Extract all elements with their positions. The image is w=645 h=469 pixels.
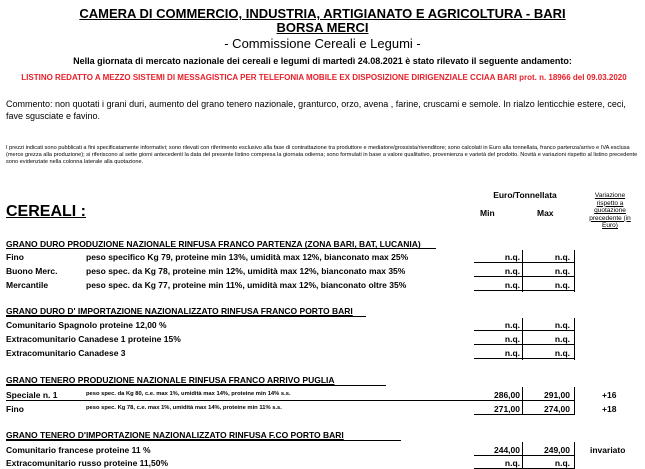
min-cell: 244,00: [494, 445, 520, 455]
max-header: Max: [537, 208, 554, 218]
max-cell: n.q.: [554, 252, 570, 262]
row-description: peso spec. da Kg 78, proteine min 12%, umidità max 12%, bianconato max 35%: [86, 266, 406, 276]
min-cell: n.q.: [504, 280, 520, 290]
cell-rule: [474, 276, 574, 277]
cell-rule: [474, 414, 574, 415]
row-label: Extracomunitario russo proteine 11,50%: [6, 458, 169, 468]
min-cell: n.q.: [504, 334, 520, 344]
row-description: peso specifico Kg 79, proteine min 13%, umidità max 12%, bianconato max 25%: [86, 252, 409, 262]
row-label: Fino: [6, 404, 24, 414]
comment-text: Commento: non quotati i grani duri, aumento del grano tenero nazionale, granturco, orzo, avena , farine, cruscami e semole. In rialzo lenticchie estere, ceci, fave sgusciate e favino.: [6, 99, 626, 121]
cell-rule: [474, 344, 574, 345]
cell-rule: [474, 455, 574, 456]
unit-header: Euro/Tonnellata: [493, 190, 557, 200]
max-cell: n.q.: [554, 266, 570, 276]
row-label: Extracomunitario Canadese 1 proteine 15%: [6, 334, 181, 344]
row-label: Comunitario francese proteine 11 %: [6, 445, 151, 455]
row-description: peso spec. Kg 78, c.e. max 1%, umidità max 14%, proteine min 11% s.s.: [86, 405, 282, 411]
col-divider: [574, 442, 575, 469]
max-cell: n.q.: [554, 334, 570, 344]
notice-text: LISTINO REDATTO A MEZZO SISTEMI DI MESSAGISTICA PER TELEFONIA MOBILE EX DISPOSIZIONE DIRIGENZIALE CCIAA BARI prot. n. 18966 del 09.03.2020: [21, 73, 627, 82]
min-cell: 271,00: [494, 404, 520, 414]
row-label: Speciale n. 1: [6, 390, 58, 400]
section-rule: [6, 385, 386, 386]
min-cell: n.q.: [504, 348, 520, 358]
row-label: Buono Merc.: [6, 266, 58, 276]
max-cell: n.q.: [554, 320, 570, 330]
row-label: Fino: [6, 252, 24, 262]
row-description: peso spec. da Kg 80, c.e. max 1%, umidità max 14%, proteine min 14% s.s.: [86, 391, 291, 397]
section-title: GRANO DURO D' IMPORTAZIONE NAZIONALIZZATO RINFUSA FRANCO PORTO BARI: [6, 306, 353, 316]
max-cell: n.q.: [554, 280, 570, 290]
section-rule: [6, 440, 401, 441]
cell-rule: [474, 330, 574, 331]
max-cell: 291,00: [544, 390, 570, 400]
variation-cell: +16: [602, 390, 617, 400]
col-divider: [522, 442, 523, 469]
borsa-merci-title: BORSA MERCI: [276, 20, 369, 35]
fine-print: I prezzi indicati sono pubblicati a fini specificatamente informativi; sono rilevati con riferimento esclusivo alla fase di contrattazione tra produttore e mediatore/grossista/rivenditore; sono calcolati in Euro alla tonnellata, franco partenza/arrivo e IVA esclusa (merce grezza alla produzione); si riferiscono al sette giorni antecedenti la data del presente listino compresa la giornata odierna; sono formulati in base a valore qualitativo, provenienza e varietà del prodotto. Novità e variazioni rispetto al listino precedente sono evidenziate nella colonna laterale alla quotazione.: [6, 145, 638, 165]
section-title: GRANO TENERO D'IMPORTAZIONE NAZIONALIZZATO RINFUSA F.CO PORTO BARI: [6, 430, 344, 440]
section-rule: [6, 248, 436, 249]
cell-rule: [6, 400, 574, 401]
min-cell: n.q.: [504, 266, 520, 276]
col-divider: [574, 387, 575, 415]
col-divider: [522, 318, 523, 360]
chamber-title: CAMERA DI COMMERCIO, INDUSTRIA, ARTIGIANATO E AGRICOLTURA - BARI: [79, 6, 566, 21]
row-label: Comunitario Spagnolo proteine 12,00 %: [6, 320, 167, 330]
min-cell: 286,00: [494, 390, 520, 400]
section-title: GRANO TENERO PRODUZIONE NAZIONALE RINFUSA FRANCO ARRIVO PUGLIA: [6, 375, 335, 385]
commission-title: - Commissione Cereali e Legumi -: [224, 36, 421, 51]
cell-rule: [474, 262, 574, 263]
variation-header: Variazione rispetto a quotazione precedente (in Euro): [589, 192, 631, 229]
max-cell: 249,00: [544, 445, 570, 455]
min-header: Min: [480, 208, 495, 218]
col-divider: [522, 387, 523, 415]
cell-rule: [474, 358, 574, 359]
row-label: Mercantile: [6, 280, 49, 290]
cereali-heading: CEREALI :: [6, 203, 86, 220]
section-title: GRANO DURO PRODUZIONE NAZIONALE RINFUSA FRANCO PARTENZA (ZONA BARI, BAT, LUCANIA): [6, 239, 421, 249]
max-cell: 274,00: [544, 404, 570, 414]
variation-cell: +18: [602, 404, 617, 414]
col-divider: [574, 318, 575, 360]
row-label: Extracomunitario Canadese 3: [6, 348, 126, 358]
row-description: peso spec. da Kg 77, proteine min 11%, umidità max 12%, bianconato oltre 35%: [86, 280, 407, 290]
max-cell: n.q.: [554, 458, 570, 468]
intro-text: Nella giornata di mercato nazionale dei cereali e legumi di martedì 24.08.2021 è stato rilevato il seguente andamento:: [73, 56, 572, 66]
cell-rule: [474, 290, 574, 291]
col-divider: [574, 250, 575, 292]
min-cell: n.q.: [504, 458, 520, 468]
section-rule: [6, 316, 366, 317]
min-cell: n.q.: [504, 320, 520, 330]
max-cell: n.q.: [554, 348, 570, 358]
min-cell: n.q.: [504, 252, 520, 262]
col-divider: [522, 250, 523, 292]
variation-cell: invariato: [590, 445, 626, 455]
